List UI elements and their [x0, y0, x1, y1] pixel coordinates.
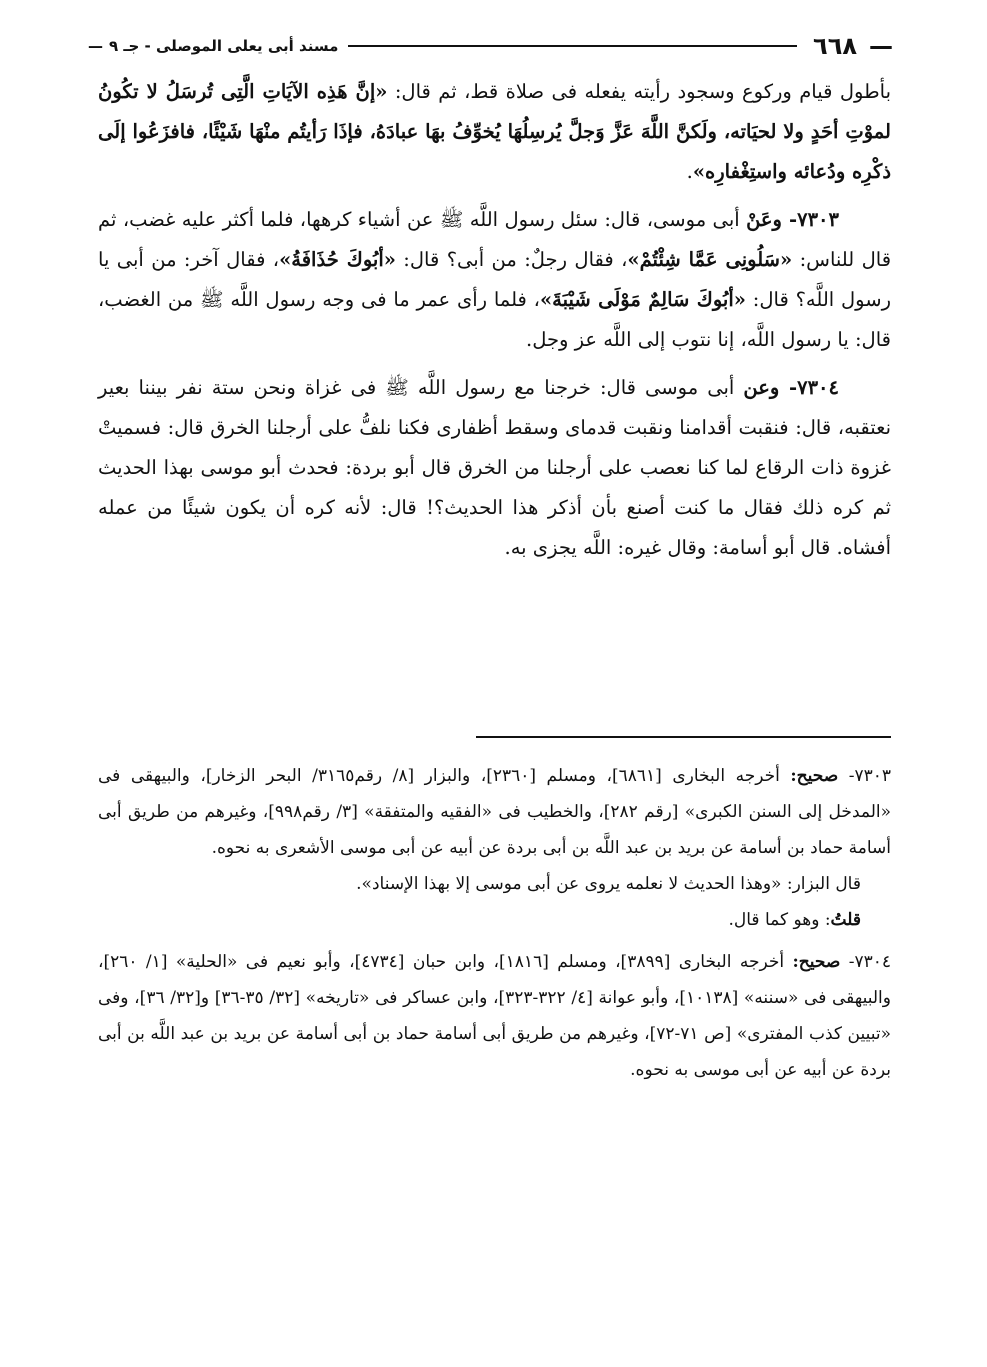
footnote-number: ٧٣٠٤-: [840, 952, 891, 972]
running-header: [88, 26, 899, 66]
footnotes: [98, 758, 891, 1088]
header-dash-end: —: [88, 37, 103, 55]
grade-label: صحيح:: [790, 766, 839, 786]
footnote-text: أخرجه البخارى [٦٨٦١]، ومسلم [٢٣٦٠]، والبزار [٨/ رقم٣١٦٥/ البحر الزخار]، والبيهقى فى «المدخل إلى السنن الكبرى» [رقم ٢٨٢]، والخطيب فى «الفقيه والمتفقة» [٣/ رقم٩٩٨]، وغيرهم من طريق أبى أسامة حماد بن أسامة عن بريد بن عبد اللَّه بن أبى بردة عن أبيه عن أبى موسى الأشعرى به نحوه.: [98, 766, 891, 858]
hadith-text: ، فلما رأى عمر ما فى وجه رسول اللَّه ﷺ من الغضب، قال: يا رسول اللَّه، إنا نتوب إلى اللَّه عز وجل.: [98, 288, 891, 351]
header-dash: —: [869, 32, 893, 60]
hadith-7303: [98, 200, 891, 360]
footnote-text: أخرجه البخارى [٣٨٩٩]، ومسلم [١٨١٦]، وابن حبان [٤٧٣٤]، وأبو نعيم فى «الحلية» [١/ ٢٦٠]، والبيهقى فى «سننه» [١٠١٣٨]، وأبو عوانة [٤/ ٣٢٢-٣٢٣]، وابن عساكر فى «تاريخه» [٣٢/ ٣٥-٣٦] و[٣٢/ ٣٦]، وفى «تبيين كذب المفترى» [ص ٧١-٧٢]، وغيرهم من طريق أبى أسامة حماد بن أبى أسامة عن بريد بن عبد اللَّه بن أبى بردة عن أبيه عن أبى موسى به نحوه.: [98, 952, 891, 1080]
hadith-7304: [98, 368, 891, 568]
isnad-start: وعَنْ: [746, 208, 782, 231]
isnad-start: وعن: [743, 376, 780, 399]
hadith-number: ٧٣٠٣-: [781, 208, 839, 231]
intro-end: .: [686, 160, 693, 183]
hadith-text: أبى موسى قال: خرجنا مع رسول اللَّه ﷺ فى غزاة ونحن ستة نفر بيننا بعير نعتقبه، قال: فنقبت أقدامنا ونقبت قدماى وسقط أظفارى فكنا نلفُّ على أرجلنا الخرق قال: فسميتْ غزوة ذات الرقاع لما كنا نعصب على أرجلنا من الخرق قال أبو بردة: فحدث أبو موسى بهذا الحديث ثم كره ذلك فقال ما كنت أصنع بأن أذكر هذا الحديث؟! قال: لأنه كره أن يكون شيئًا من عمله أفشاه. قال أبو أسامة: وقال غيره: اللَّه يجزى به.: [98, 376, 891, 559]
hadith-text: ، فقال رجلٌ: من أبى؟ قال:: [395, 248, 628, 271]
hadith-text: أبى موسى، قال: سئل رسول اللَّه ﷺ عن أشياء كرهها، فلما أكثر عليه غضب، ثم قال للناس:: [98, 208, 892, 271]
qultu-label: قلتُ: [830, 910, 861, 930]
hadith-number: ٧٣٠٤-: [779, 376, 839, 399]
prophetic-quote: «أبُوكَ سَالِمٌ مَوْلَى شَيْبَةَ»: [539, 288, 746, 311]
main-text: [98, 72, 891, 568]
grade-label: صحيح:: [792, 952, 841, 972]
intro-text: بأطول قيام وركوع وسجود رأيته يفعله فى صلاة قط، ثم قال:: [387, 80, 891, 103]
book-title: مسند أبى يعلى الموصلى - جـ ٩: [109, 37, 339, 55]
prophetic-quote: «إنَّ هَذِه الآيَاتِ الَّتِى تُرسَلُ لا تكُونُ لموْتِ أحَدٍ ولا لحيَاته، ولَكنَّ اللَّهَ عَزَّ وَجلَّ يُرسِلُهَا يُخوِّفُ بهَا عبادَهُ، فإذَا رَأيتُم منْهَا شَيْئًا، فافزَعُوا إلَى ذكْرِه ودُعائه واستِغْفارِه»: [98, 80, 891, 183]
intro-paragraph: [98, 72, 891, 192]
footnote-qultu: [98, 902, 891, 938]
footnote-divider: [476, 736, 891, 738]
footnote-bazzar: قال البزار: «وهذا الحديث لا نعلمه يروى عن أبى موسى إلا بهذا الإسناد».: [356, 874, 861, 894]
hadith-text: ، فقال آخر: من أبى يا رسول اللَّه؟ قال:: [98, 248, 891, 311]
footnote-7303: [98, 758, 891, 866]
page-number: ٦٦٨: [813, 32, 857, 60]
prophetic-quote: «سَلُونِى عَمَّا شِئْتُمْ»: [627, 248, 793, 271]
footnote-number: ٧٣٠٣-: [838, 766, 891, 786]
qultu-text: : وهو كما قال.: [728, 910, 831, 930]
footnote-7304: [98, 944, 891, 1088]
prophetic-quote: «أبُوكَ حُذَافَةُ»: [279, 248, 396, 271]
header-rule: [348, 45, 797, 47]
